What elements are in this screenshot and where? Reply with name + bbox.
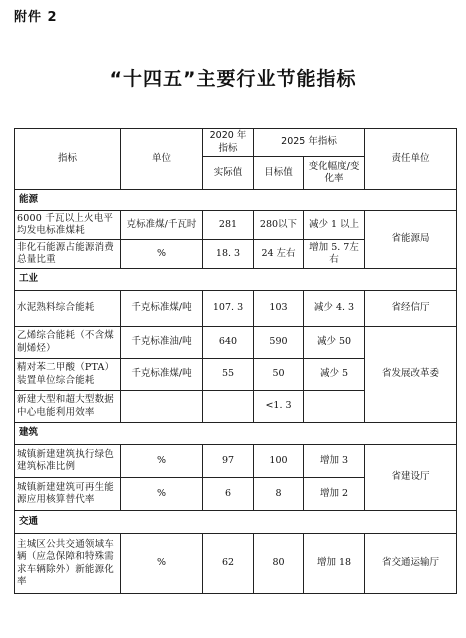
actual-value: 107. 3 (203, 291, 254, 327)
section-spacer (365, 269, 457, 291)
table-row (15, 327, 457, 359)
indicator-name: 6000 千瓦以上火电平均发电标准煤耗 (15, 211, 121, 240)
target-value: 8 (254, 478, 304, 511)
table-row (15, 211, 457, 240)
header-indicator: 指标 (15, 129, 121, 190)
section-row (15, 511, 457, 534)
indicator-name: 乙烯综合能耗（不含煤制烯烃） (15, 327, 121, 359)
indicator-name: 城镇新建建筑执行绿色建筑标准比例 (15, 445, 121, 478)
change-value: 减少 4. 3 (304, 291, 365, 327)
indicator-name: 主城区公共交通领域车辆（应急保障和特殊需求车辆除外）新能源化率 (15, 534, 121, 594)
section-row (15, 190, 457, 211)
change-value: 增加 2 (304, 478, 365, 511)
responsible-unit: 省建设厅 (365, 445, 457, 511)
section-spacer (365, 511, 457, 534)
header-responsible: 责任单位 (365, 129, 457, 190)
target-value: 103 (254, 291, 304, 327)
actual-value: 640 (203, 327, 254, 359)
table-row (15, 445, 457, 478)
indicator-unit: 千克标准油/吨 (121, 327, 203, 359)
indicator-unit: % (121, 240, 203, 269)
actual-value: 97 (203, 445, 254, 478)
change-value: 减少 5 (304, 359, 365, 391)
indicator-table (14, 128, 457, 594)
responsible-unit: 省经信厅 (365, 291, 457, 327)
change-value: 增加 5. 7左右 (304, 240, 365, 269)
indicator-unit: 千克标准煤/吨 (121, 291, 203, 327)
change-value: 减少 50 (304, 327, 365, 359)
header-change: 变化幅度/变化率 (304, 157, 365, 190)
indicator-name: 水泥熟料综合能耗 (15, 291, 121, 327)
actual-value (203, 391, 254, 423)
target-value: 590 (254, 327, 304, 359)
indicator-name: 精对苯二甲酸（PTA）装置单位综合能耗 (15, 359, 121, 391)
section-industry: 工业 (15, 269, 365, 291)
indicator-unit: % (121, 478, 203, 511)
page-title: “十四五”主要行业节能指标 (109, 68, 357, 90)
target-value: <1. 3 (254, 391, 304, 423)
section-row (15, 269, 457, 291)
indicator-unit: 克标准煤/千瓦时 (121, 211, 203, 240)
indicator-unit: % (121, 445, 203, 478)
header-2020: 2020 年指标 (203, 129, 254, 157)
section-row (15, 423, 457, 445)
header-unit: 单位 (121, 129, 203, 190)
responsible-unit: 省能源局 (365, 211, 457, 269)
change-value (304, 391, 365, 423)
section-spacer (365, 423, 457, 445)
section-energy: 能源 (15, 190, 365, 211)
responsible-unit: 省交通运输厅 (365, 534, 457, 594)
section-transport: 交通 (15, 511, 365, 534)
target-value: 100 (254, 445, 304, 478)
header-2025: 2025 年指标 (254, 129, 365, 157)
table-row (15, 534, 457, 594)
actual-value: 281 (203, 211, 254, 240)
header-actual: 实际值 (203, 157, 254, 190)
target-value: 80 (254, 534, 304, 594)
change-value: 增加 18 (304, 534, 365, 594)
target-value: 50 (254, 359, 304, 391)
header-target: 目标值 (254, 157, 304, 190)
actual-value: 6 (203, 478, 254, 511)
header-row (15, 129, 457, 157)
indicator-unit: % (121, 534, 203, 594)
indicator-name: 非化石能源占能源消费总量比重 (15, 240, 121, 269)
target-value: 24 左右 (254, 240, 304, 269)
table-row (15, 291, 457, 327)
indicator-name: 新建大型和超大型数据中心电能利用效率 (15, 391, 121, 423)
section-spacer (365, 190, 457, 211)
change-value: 减少 1 以上 (304, 211, 365, 240)
indicator-unit: 千克标准煤/吨 (121, 359, 203, 391)
actual-value: 18. 3 (203, 240, 254, 269)
annex-label: 附件 2 (14, 10, 58, 25)
target-value: 280以下 (254, 211, 304, 240)
indicator-name: 城镇新建建筑可再生能源应用核算替代率 (15, 478, 121, 511)
responsible-unit: 省发展改革委 (365, 327, 457, 423)
actual-value: 62 (203, 534, 254, 594)
indicator-unit (121, 391, 203, 423)
section-building: 建筑 (15, 423, 365, 445)
actual-value: 55 (203, 359, 254, 391)
change-value: 增加 3 (304, 445, 365, 478)
